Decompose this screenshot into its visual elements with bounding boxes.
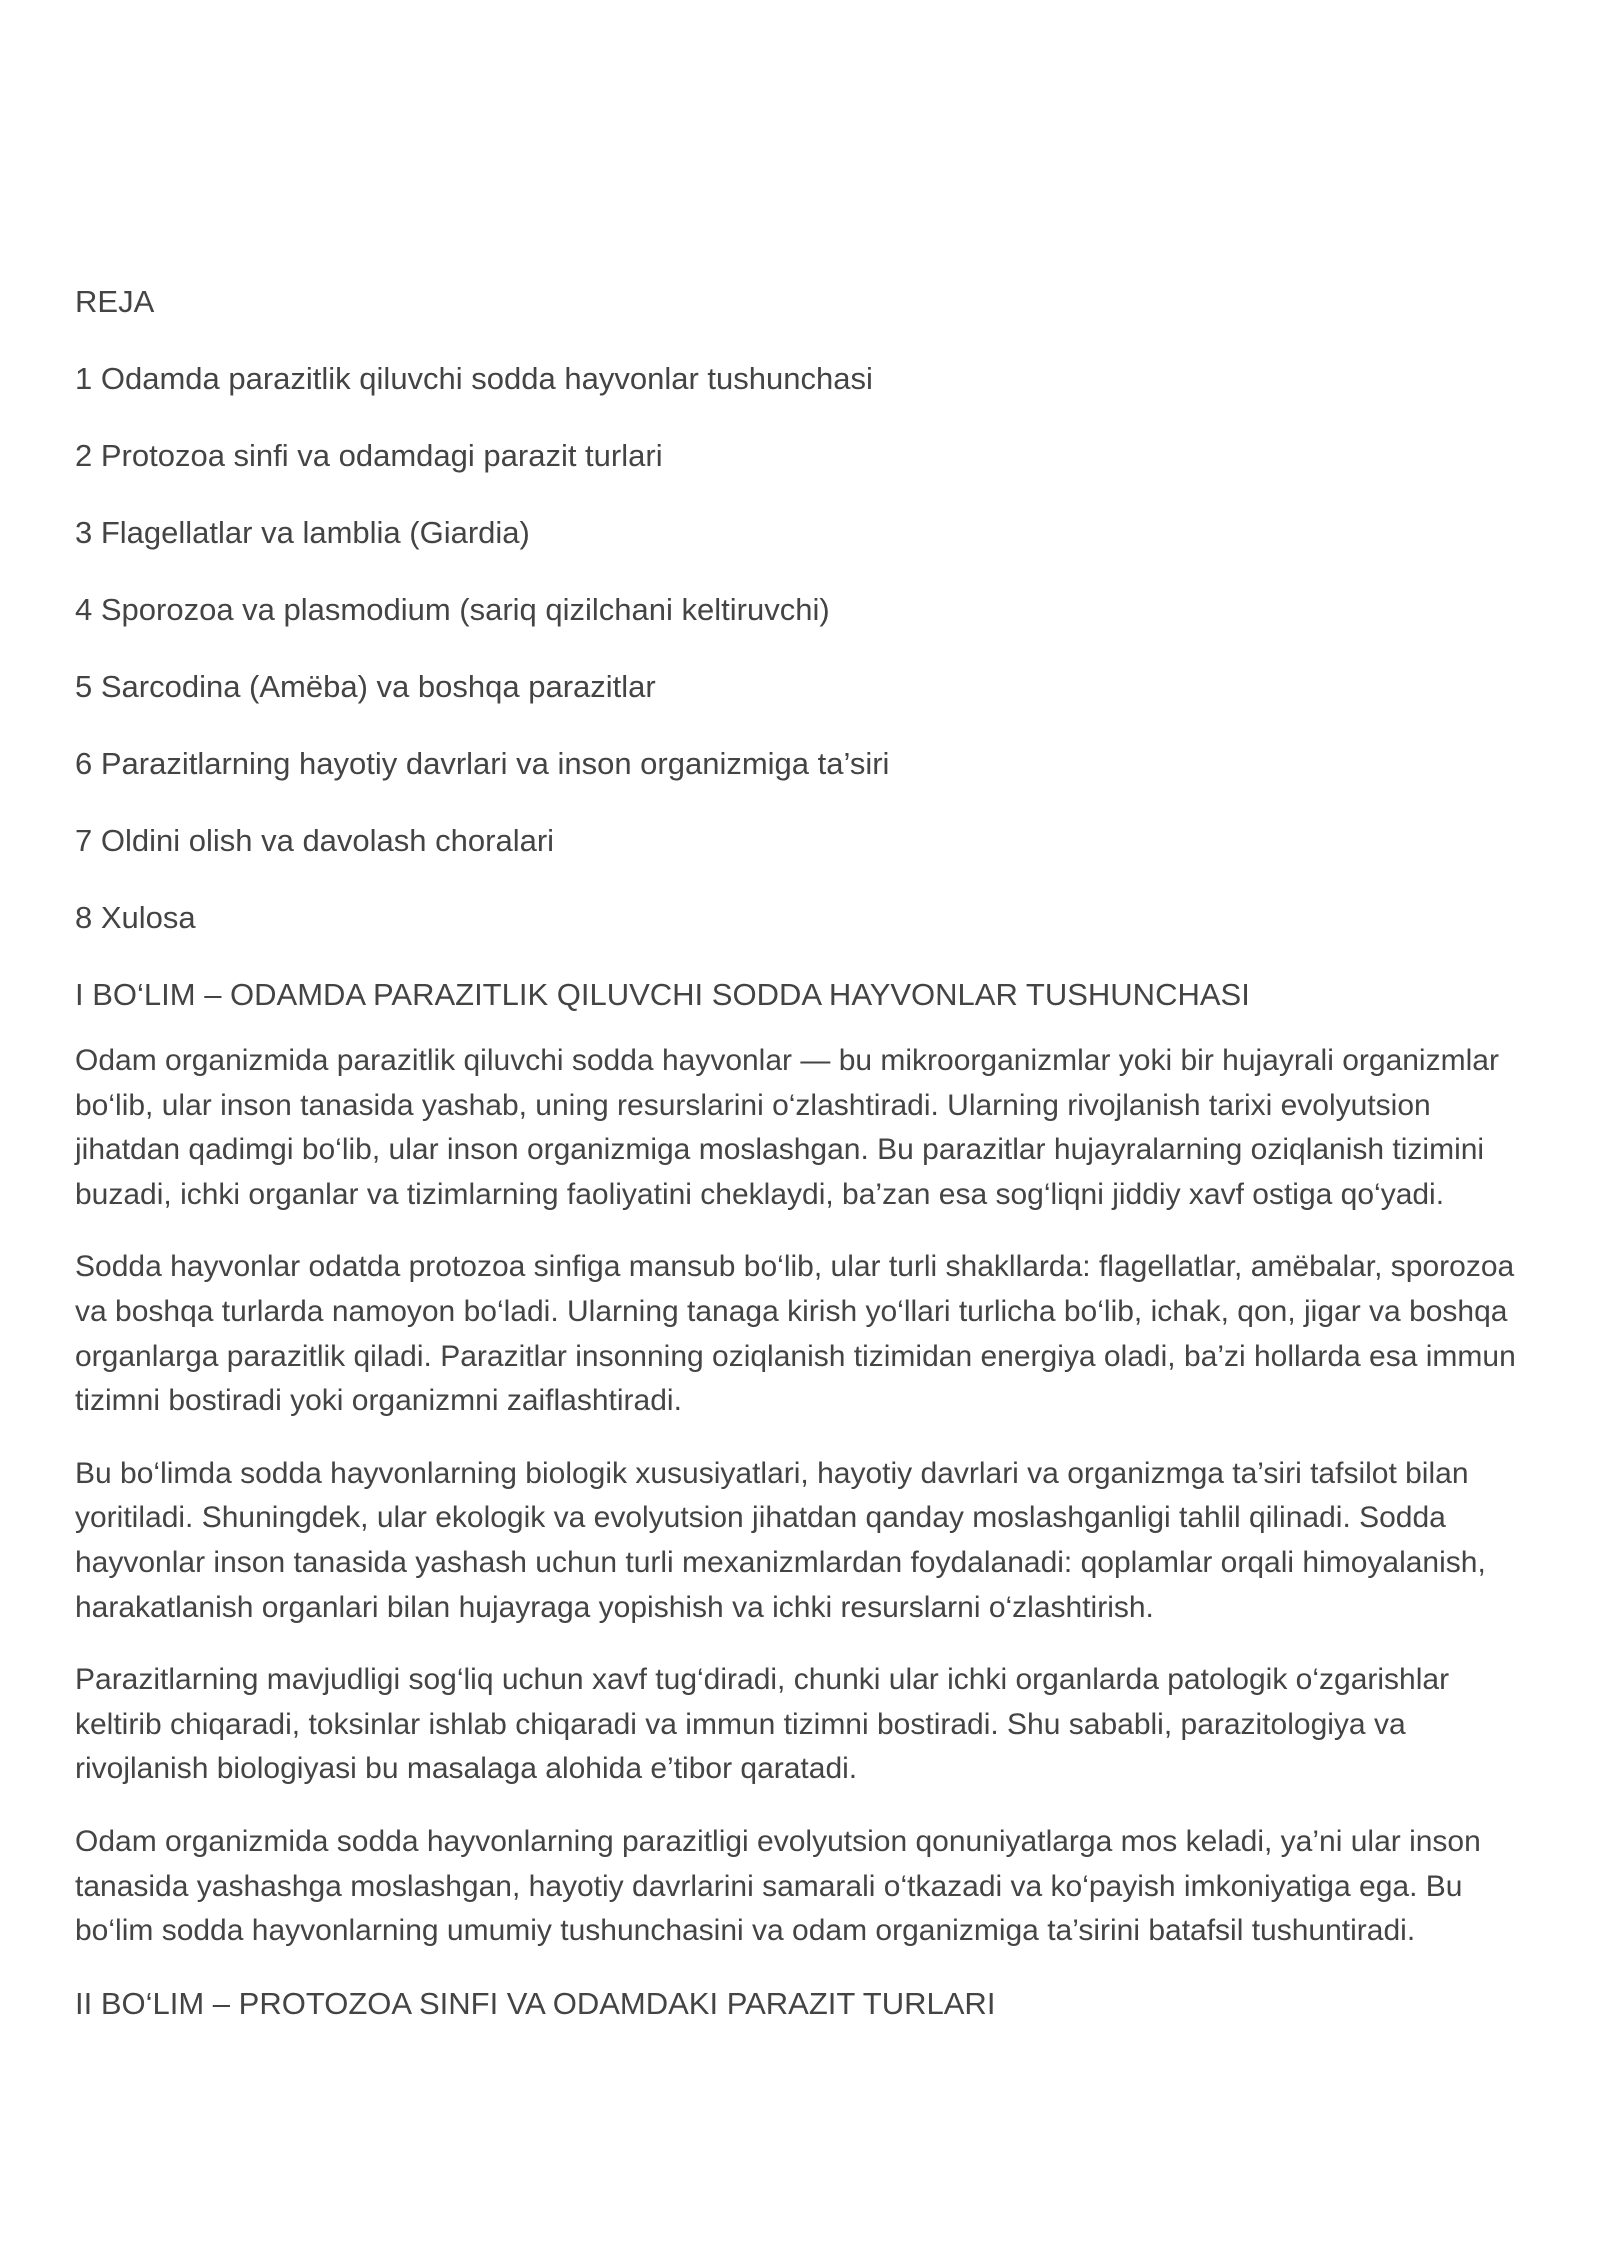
document-page [75,280,1535,2048]
plan-title: REJA [75,284,155,319]
section-2-title: II BO‘LIM – PROTOZOA SINFI VA ODAMDAKI PARAZIT TURLARI [75,1985,996,2021]
toc-item: 2 Protozoa sinfi va odamdagi parazit turlari [75,438,663,473]
section-1-body [75,1039,1535,1954]
table-of-contents [75,357,1535,940]
paragraph: Odam organizmida parazitlik qiluvchi sodda hayvonlar — bu mikroorganizmlar yoki bir hujayrali organizmlar bo‘lib, ular inson tanasida yashab, uning resurslarini o‘zlashtiradi. Ularning rivojlanish tarixi evolyutsion jihatdan qadimgi bo‘lib, ular inson organizmiga moslashgan. Bu parazitlar hujayralarning oziqlanish tizimini buzadi, ichki organlar va tizimlarning faoliyatini cheklaydi, ba’zan esa sog‘liqni jiddiy xavf ostiga qo‘yadi. [75,1044,1499,1211]
toc-item: 6 Parazitlarning hayotiy davrlari va inson organizmiga ta’siri [75,746,890,781]
toc-item: 7 Oldini olish va davolash choralari [75,823,555,858]
paragraph: Sodda hayvonlar odatda protozoa sinfiga mansub bo‘lib, ular turli shakllarda: flagellatlar, amëbalar, sporozoa va boshqa turlarda namoyon bo‘ladi. Ularning tanaga kirish yo‘llari turlicha bo‘lib, ichak, qon, jigar va boshqa organlarga parazitlik qiladi. Parazitlar insonning oziqlanish tizimidan energiya oladi, ba’zi hollarda esa immun tizimni bostiradi yoki organizmni zaiflashtiradi. [75,1250,1516,1418]
toc-item: 3 Flagellatlar va lamblia (Giardia) [75,515,530,550]
paragraph: Odam organizmida sodda hayvonlarning parazitligi evolyutsion qonuniyatlarga mos keladi, ya’ni ular inson tanasida yashashga moslashgan, hayotiy davrlarini samarali o‘tkazadi va ko‘payish imkoniyatiga ega. Bu bo‘lim sodda hayvonlarning umumiy tushunchasini va odam organizmiga ta’sirini batafsil tushuntiradi. [75,1824,1481,1948]
toc-item: 8 Xulosa [75,900,196,935]
paragraph: Parazitlarning mavjudligi sog‘liq uchun xavf tug‘diradi, chunki ular ichki organlarda patologik o‘zgarishlar keltirib chiqaradi, toksinlar ishlab chiqaradi va immun tizimni bostiradi. Shu sababli, parazitologiya va rivojlanish biologiyasi bu masalaga alohida e’tibor qaratadi. [75,1663,1450,1786]
toc-item: 4 Sporozoa va plasmodium (sariq qizilchani keltiruvchi) [75,592,830,627]
toc-item: 5 Sarcodina (Amëba) va boshqa parazitlar [75,669,656,704]
section-1-title: I BO‘LIM – ODAMDA PARAZITLIK QILUVCHI SODDA HAYVONLAR TUSHUNCHASI [75,977,1250,1012]
toc-item: 1 Odamda parazitlik qiluvchi sodda hayvonlar tushunchasi [75,361,873,396]
paragraph: Bu bo‘limda sodda hayvonlarning biologik xususiyatlari, hayotiy davrlari va organizmga ta’siri tafsilot bilan yoritiladi. Shuningdek, ular ekologik va evolyutsion jihatdan qanday moslashganligi tahlil qilinadi. Sodda hayvonlar inson tanasida yashash uchun turli mexanizmlardan foydalanadi: qoplamlar orqali himoyalanish, harakatlanish organlari bilan hujayraga yopishish va ichki resurslarni o‘zlashtirish. [75,1456,1486,1624]
